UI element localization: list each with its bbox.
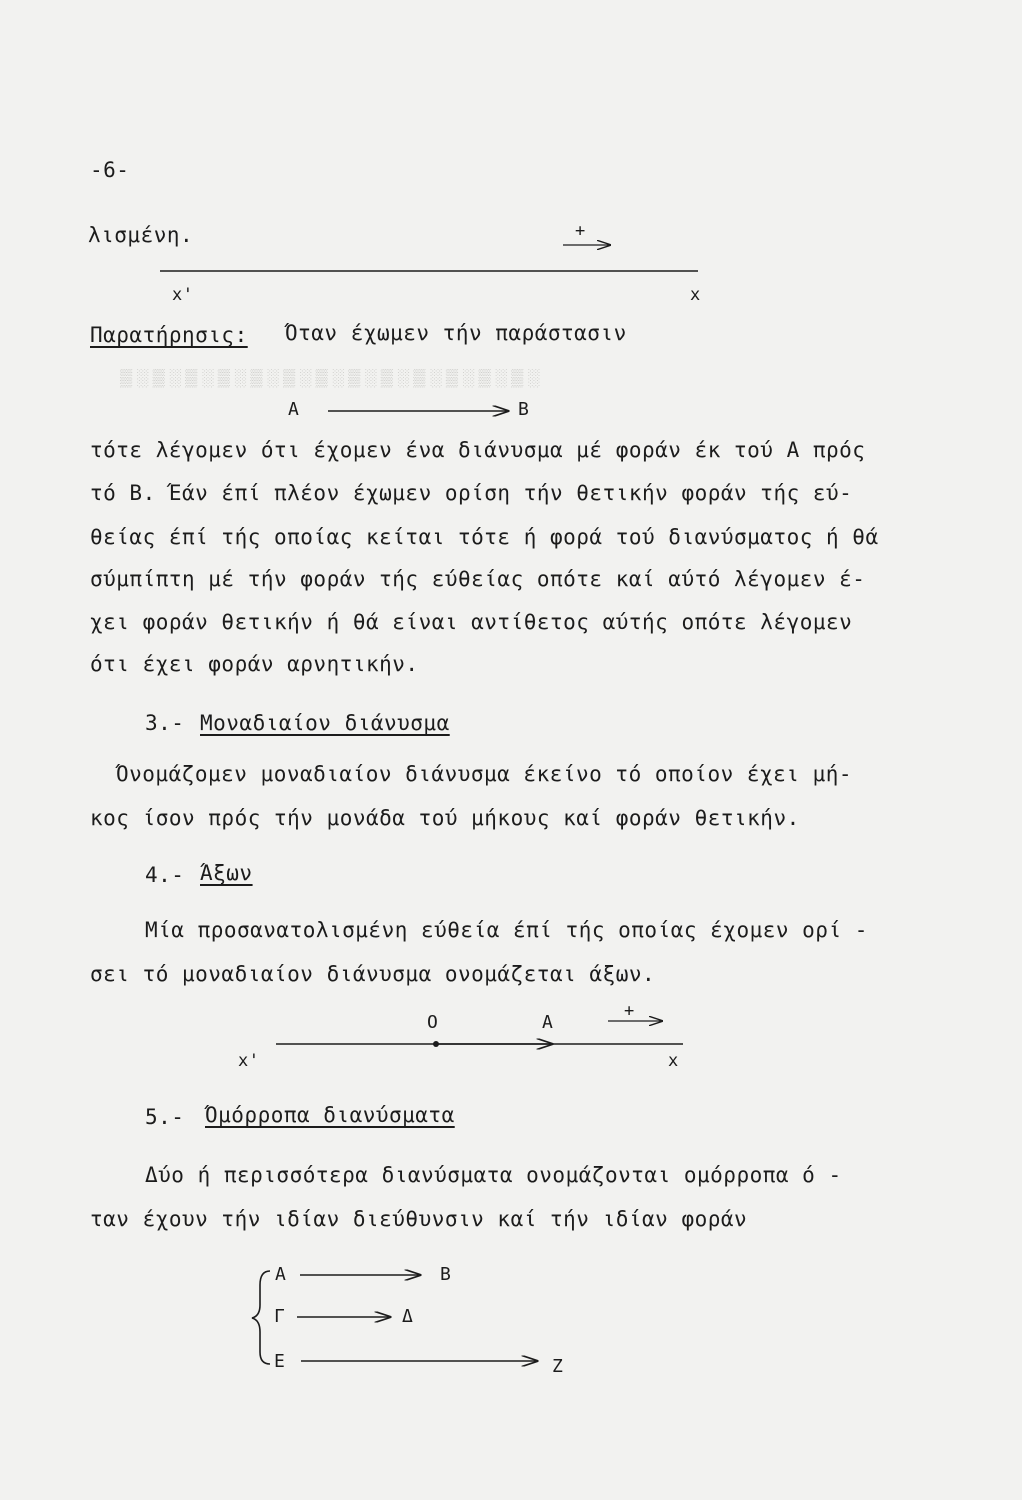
vectors-brace — [252, 1271, 270, 1364]
page-number: -6- — [90, 158, 130, 182]
vector-label: Α — [275, 1264, 287, 1285]
paragraph-line: Μία προσανατολισμένη εύθεία έπί τής οποίας έχομεν ορί - — [145, 918, 868, 942]
paragraph-line: Δύο ή περισσότερα διανύσματα ονομάζονται ομόρροπα ό - — [145, 1163, 842, 1187]
section-number: 5.- — [145, 1105, 185, 1129]
axis2-x-pos-label: x — [668, 1051, 679, 1071]
vector-label: Δ — [402, 1306, 414, 1327]
vector-label-a: Α — [288, 399, 300, 420]
paragraph-line: χει φοράν θετικήν ή θά είναι αντίθετος αύτής οπότε λέγομεν — [90, 610, 853, 634]
paragraph-line: τότε λέγομεν ότι έχομεν ένα διάνυσμα μέ φοράν έκ τού Α πρός — [90, 438, 866, 462]
axis2-x-neg-label: x' — [238, 1051, 260, 1071]
section-title: Όμόρροπα διανύσματα — [205, 1103, 455, 1127]
paragraph-line: Όνομάζομεν μοναδιαίον διάνυσμα έκείνο τό οποίον έχει μή- — [116, 762, 853, 786]
axis2-plus-label: + — [624, 1001, 635, 1021]
axis2-origin-label: Ο — [427, 1012, 439, 1033]
section-number: 4.- — [145, 863, 185, 887]
vector-label: Ζ — [552, 1356, 564, 1377]
axis2-origin-point — [433, 1041, 439, 1047]
text-line: λισμένη. — [88, 223, 194, 247]
vector-label: Γ — [274, 1306, 286, 1327]
vector-label: Ε — [274, 1351, 286, 1372]
section-title: Άξων — [200, 861, 253, 885]
axis2-a-label: Α — [542, 1012, 554, 1033]
section-title: Μοναδιαίον διάνυσμα — [200, 711, 450, 735]
paragraph-line: ότι έχει φοράν αρνητικήν. — [90, 652, 419, 676]
paragraph-line: κος ίσον πρός τήν μονάδα τού μήκους καί φοράν θετικήν. — [90, 806, 800, 830]
axis1-plus-label: + — [575, 221, 586, 241]
paragraph-line: ταν έχουν τήν ιδίαν διεύθυνσιν καί τήν ιδίαν φοράν — [90, 1207, 748, 1231]
bleed-through-text: ▒ ░ ▒ ░ ▒ ░ ▒ ░ ▒ ░ ▒ ░ ▒ ░ ▒ ░ ▒ ░ ▒ ░ ▒ ░ ▒ ░ ▒ ░ — [120, 368, 540, 387]
paragraph-line: τό Β. Έάν έπί πλέον έχωμεν ορίση τήν θετικήν φοράν τής εύ- — [90, 481, 853, 505]
paragraph-line: σει τό μοναδιαίον διάνυσμα ονομάζεται άξων. — [90, 962, 656, 986]
remark-label: Παρατήρησις: — [90, 323, 248, 347]
axis1-x-pos-label: x — [690, 285, 701, 305]
remark-text: Όταν έχωμεν τήν παράστασιν — [285, 321, 627, 345]
vector-label: Β — [440, 1264, 452, 1285]
paragraph-line: σύμπίπτη μέ τήν φοράν τής εύθείας οπότε καί αύτό λέγομεν έ- — [90, 567, 866, 591]
section-number: 3.- — [145, 711, 185, 735]
paragraph-line: θείας έπί τής οποίας κείται τότε ή φορά τού διανύσματος ή θά — [90, 525, 879, 549]
vector-label-b: Β — [518, 399, 530, 420]
axis1-x-neg-label: x' — [172, 285, 194, 305]
